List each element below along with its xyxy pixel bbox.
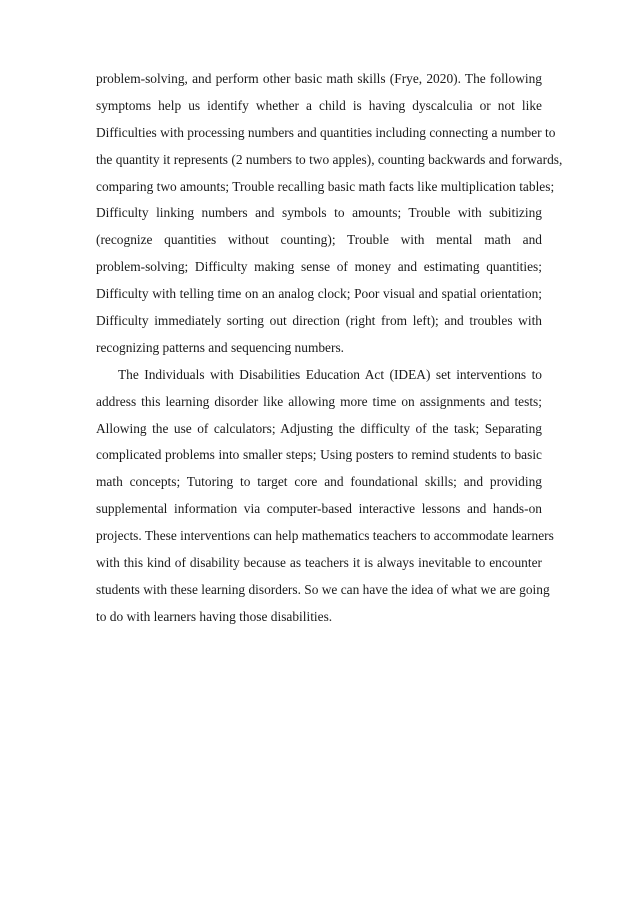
text-line: Difficulty linking numbers and symbols to amounts; Trouble with subitizing <box>96 205 542 221</box>
text-line: problem-solving, and perform other basic math skills (Frye, 2020). The following <box>96 71 542 86</box>
text-line: to do with learners having those disabilities. <box>96 608 333 624</box>
body-text <box>96 66 563 631</box>
text-line: The Individuals with Disabilities Education Act (IDEA) set interventions to <box>118 366 542 382</box>
paragraph-interventions <box>96 362 554 631</box>
text-line: math concepts; Tutoring to target core and foundational skills; and providing <box>96 474 542 490</box>
text-line: Difficulty with telling time on an analog clock; Poor visual and spatial orientation; <box>96 286 542 302</box>
text-line: supplemental information via computer-based interactive lessons and hands-on <box>96 501 542 517</box>
text-line: Allowing the use of calculators; Adjusting the difficulty of the task; Separating <box>96 420 542 436</box>
text-line: address this learning disorder like allowing more time on assignments and tests; <box>96 393 542 409</box>
text-line: complicated problems into smaller steps; Using posters to remind students to basic <box>96 447 542 463</box>
text-line: Difficulty immediately sorting out direction (right from left); and troubles with <box>96 313 542 329</box>
paragraph-symptoms <box>96 66 563 362</box>
text-line: with this kind of disability because as teachers it is always inevitable to encounter <box>96 555 542 571</box>
text-line: projects. These interventions can help mathematics teachers to accommodate learners <box>96 528 554 544</box>
text-line: Difficulties with processing numbers and quantities including connecting a number to <box>96 124 556 140</box>
text-line: comparing two amounts; Trouble recalling basic math facts like multiplication tables; <box>96 178 555 194</box>
text-line: (recognize quantities without counting); Trouble with mental math and <box>96 232 542 248</box>
text-line: problem-solving; Difficulty making sense of money and estimating quantities; <box>96 259 542 275</box>
text-line: symptoms help us identify whether a child is having dyscalculia or not like <box>96 97 542 113</box>
text-line: the quantity it represents (2 numbers to two apples), counting backwards and forwards, <box>96 151 563 167</box>
text-line: recognizing patterns and sequencing numbers. <box>96 339 345 355</box>
text-line: students with these learning disorders. So we can have the idea of what we are going <box>96 581 550 597</box>
